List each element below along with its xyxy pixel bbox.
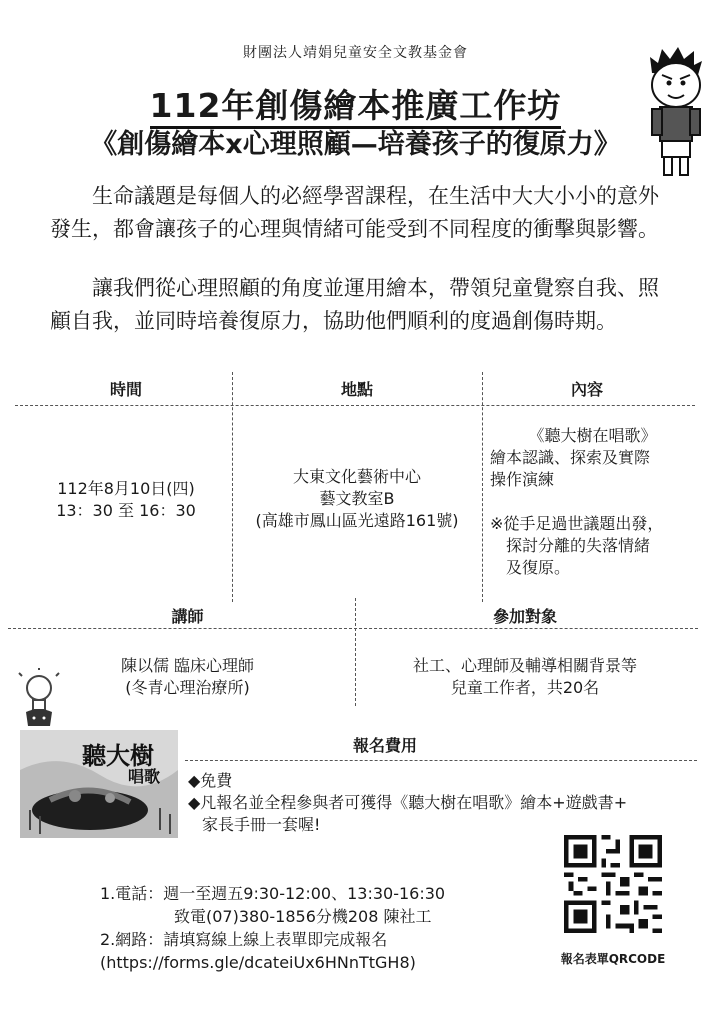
qr-label: 報名表單QRCODE [560, 952, 666, 966]
time-date: 112年8月10日(四) [57, 479, 195, 498]
intro-paragraph-1-text: 生命議題是每個人的必經學習課程，在生活中大大小小的意外發生，都會讓孩子的心理與情緒可能受到不同程度的衝擊與影響。 [50, 184, 659, 241]
content-desc-2: 操作演練 [490, 470, 555, 489]
place-room: 藝文教室B [319, 489, 395, 508]
book-cover-title: 聽大樹 [82, 741, 154, 770]
contact-phone: 1.電話：週一至週五9:30-12:00、13:30-16:30 [100, 884, 446, 903]
header-fee: 報名費用 [352, 736, 417, 755]
qr-code-icon[interactable] [564, 835, 662, 933]
intro-paragraph-1 [50, 180, 672, 246]
organization-name: 財團法人靖娟兒童安全文教基金會 [243, 45, 468, 61]
time-cell [20, 478, 232, 522]
content-cell [490, 425, 695, 579]
fee-item-free: ◆免費 [188, 771, 233, 790]
page-subtitle: 《創傷繪本x心理照顧—培養孩子的復原力》 [90, 129, 621, 160]
content-note-3: 及復原。 [506, 558, 571, 577]
lecturer-name: 陳以儒 臨床心理師 [120, 656, 255, 675]
contact-phone-detail: 致電(07)380-1856分機208 陳社工 [174, 907, 432, 926]
time-range: 13：30 至 16：30 [56, 501, 196, 520]
cartoon-boy-icon [640, 45, 710, 180]
lightbulb-icon [18, 668, 60, 730]
lecturer-org: (冬青心理治療所) [125, 678, 250, 697]
header-lecturer: 講師 [171, 607, 204, 626]
header-audience: 參加對象 [492, 607, 557, 626]
fee-content [188, 770, 698, 836]
book-cover-subtitle: 唱歌 [128, 767, 161, 786]
audience-desc: 社工、心理師及輔導相關背景等 [412, 656, 637, 675]
contact-url[interactable]: (https://forms.gle/dcateiUx6HNnTtGH8) [100, 953, 416, 972]
fee-item-gift-cont: 家長手冊一套喔! [202, 815, 321, 834]
header-place: 地點 [340, 380, 373, 399]
contact-online: 2.網路：請填寫線上線上表單即完成報名 [100, 930, 388, 949]
fee-item-gift: ◆凡報名並全程參與者可獲得《聽大樹在唱歌》繪本+遊戲書+ [188, 793, 628, 812]
content-book-title: 《聽大樹在唱歌》 [528, 426, 657, 445]
fee-divider [185, 760, 697, 761]
lecturer-cell [20, 655, 355, 699]
schedule-divider [15, 405, 695, 406]
header-content: 內容 [570, 380, 603, 399]
page-title [0, 80, 711, 127]
content-note-2: 探討分離的失落情緒 [506, 536, 651, 555]
book-cover-image [20, 730, 178, 838]
header-time: 時間 [109, 380, 142, 399]
content-desc-1: 繪本認識、探索及實際 [490, 448, 651, 467]
place-address: (高雄市鳳山區光遠路161號) [255, 511, 459, 530]
intro-paragraph-2-text: 讓我們從心理照顧的角度並運用繪本，帶領兒童覺察自我、照顧自我，並同時培養復原力，協助他們順利的度過創傷時期。 [50, 276, 659, 333]
schedule-vline-2 [482, 372, 483, 602]
audience-cell [355, 655, 695, 699]
speaker-divider [8, 628, 698, 629]
place-venue: 大東文化藝術中心 [292, 467, 421, 486]
intro-paragraph-2 [50, 272, 672, 338]
content-note-1: ※從手足過世議題出發， [490, 514, 664, 533]
place-cell [232, 466, 482, 532]
contact-info [100, 882, 560, 974]
page-title-text: 112年創傷繪本推廣工作坊 [150, 86, 562, 129]
audience-count: 兒童工作者，共20名 [450, 678, 600, 697]
